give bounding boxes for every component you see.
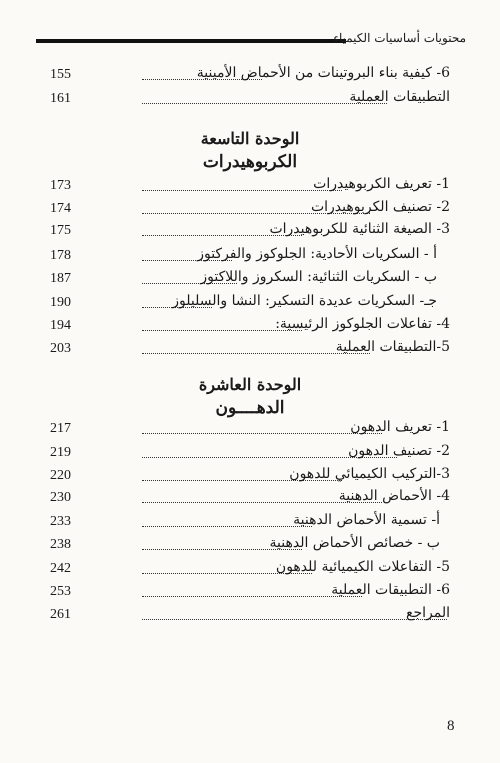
toc-entry (50, 339, 450, 361)
toc-entry-text: 3- الصيغة الثنائية للكربوهيدرات (269, 221, 450, 237)
toc-page-number: 220 (50, 468, 71, 483)
toc-entry (50, 512, 440, 534)
toc-entry-text: التطبيقات العملية (349, 89, 450, 105)
toc-entry-text: 1- تعريف الكربوهيدرات (313, 176, 450, 192)
toc-entry (50, 65, 450, 87)
toc-entry (50, 316, 450, 338)
header-title: محتويات أساسيات الكيمياء (333, 31, 466, 45)
toc-entry-text: 2- تصنيف الكربوهيدرات (310, 199, 450, 215)
toc-page-number: 233 (50, 514, 71, 529)
toc-page-number: 238 (50, 537, 71, 552)
toc-entry-text: ب - خصائص الأحماض الدهنية (269, 535, 440, 551)
toc-entry-text: 5-التطبيقات العملية (335, 339, 450, 355)
toc-entry (50, 419, 450, 441)
toc-entry-text: 6- كيفية بناء البروتينات من الأحماض الأمينية (196, 65, 450, 81)
dot-leader (142, 596, 362, 597)
toc-page-number: 203 (50, 341, 71, 356)
unit-title: الوحدة التاسعة (200, 129, 300, 148)
toc-entry-text: 5- التفاعلات الكيميائية للدهون (275, 559, 450, 575)
toc-entry (50, 466, 450, 488)
toc-entry (50, 246, 437, 268)
toc-page-number: 261 (50, 607, 71, 622)
dot-leader (142, 526, 312, 527)
toc-entry-text: جـ- السكريات عديدة التسكير: النشا والسليلوز (172, 293, 437, 309)
toc-entry (50, 293, 437, 315)
toc-entry (50, 535, 440, 557)
toc-entry (50, 89, 450, 111)
toc-page-number: 253 (50, 584, 71, 599)
toc-page-number: 217 (50, 421, 71, 436)
dot-leader (142, 433, 382, 434)
toc-entry-text: 4- الأحماض الدهنية (338, 488, 450, 504)
unit-subtitle: الكربوهيدرات (202, 152, 298, 172)
toc-entry-text: 1- تعريف الدهون (350, 419, 450, 435)
toc-page-number: 174 (50, 201, 71, 216)
toc-page-number: 175 (50, 223, 71, 238)
toc-page-number: 242 (50, 561, 71, 576)
toc-entry-text: 6- التطبيقات العملية (331, 582, 450, 598)
toc-entry (50, 605, 450, 627)
unit-subtitle: الدهــــون (215, 398, 285, 418)
toc-page-number: 178 (50, 248, 71, 263)
toc-page-number: 155 (50, 67, 71, 82)
toc-page-number: 219 (50, 445, 71, 460)
toc-entry-text: ب - السكريات الثنائية: السكروز واللاكتوز (200, 269, 437, 285)
toc-entry-text: أ - السكريات الأحادية: الجلوكوز والفركتوز (197, 246, 437, 262)
toc-entry (50, 559, 450, 581)
toc-entry (50, 488, 450, 510)
toc-page-number: 187 (50, 271, 71, 286)
toc-entry-text: أ- تسمية الأحماض الدهنية (293, 512, 440, 528)
toc-entry-text: 2- تصنيف الدهون (348, 443, 450, 459)
toc-page-number: 230 (50, 490, 71, 505)
dot-leader (142, 619, 447, 620)
toc-page-number: 190 (50, 295, 71, 310)
toc-entry (50, 582, 450, 604)
toc-entry (50, 199, 450, 221)
toc-entry-text: المراجع (406, 605, 450, 621)
toc-page-number: 194 (50, 318, 71, 333)
toc-entry-text: 3-التركيب الكيميائي للدهون (289, 466, 450, 482)
toc-entry (50, 269, 437, 291)
unit-title: الوحدة العاشرة (198, 375, 302, 394)
dot-leader (142, 190, 342, 191)
toc-entry-text: 4- تفاعلات الجلوكوز الرئيسية: (275, 316, 450, 332)
toc-entry (50, 443, 450, 465)
toc-page-number: 173 (50, 178, 71, 193)
toc-page-number: 161 (50, 91, 71, 106)
page-number: 8 (447, 718, 455, 734)
toc-entry (50, 221, 450, 243)
toc-entry (50, 176, 450, 198)
